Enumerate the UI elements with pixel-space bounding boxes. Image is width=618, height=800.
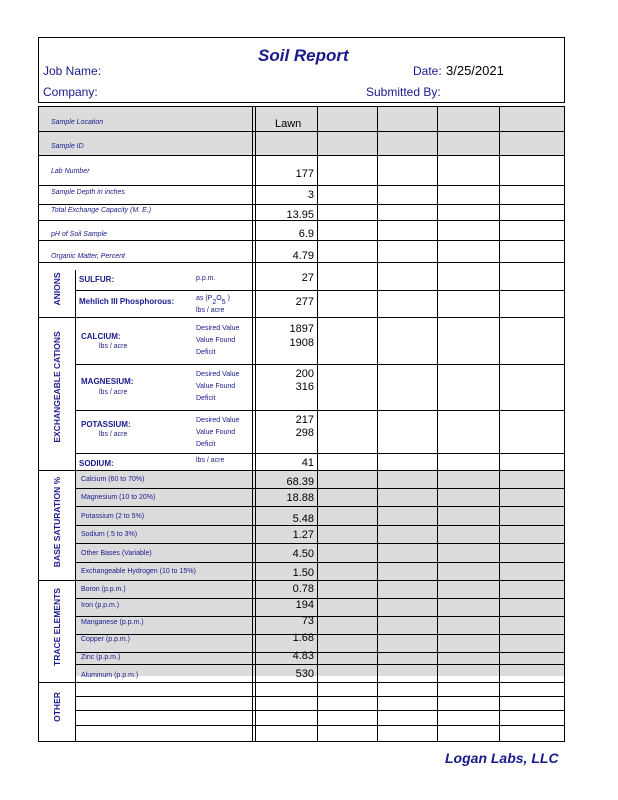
aluminum-label: Aluminum (p.p.m.) <box>81 672 139 679</box>
magnesium-name: MAGNESIUM: <box>81 377 134 386</box>
organic-matter-label: Organic Matter, Percent <box>51 253 125 260</box>
tec-label: Total Exchange Capacity (M. E.) <box>51 207 152 214</box>
anions-group-label: ANIONS <box>52 272 62 306</box>
copper-value: 1.68 <box>292 632 314 644</box>
potassium-desired-label: Desired Value <box>196 417 240 424</box>
bs-sodium-label: Sodium (.5 to 3%) <box>81 531 138 538</box>
potassium-name: POTASSIUM: <box>81 420 131 429</box>
calcium-name: CALCIUM: <box>81 332 121 341</box>
bs-other-label: Other Bases (Variable) <box>81 550 152 557</box>
calcium-desired-label: Desired Value <box>196 325 240 332</box>
zinc-value: 4.83 <box>292 650 314 662</box>
other-group-label: OTHER <box>52 692 62 722</box>
manganese-value: 73 <box>301 615 314 627</box>
boron-label: Boron (p.p.m.) <box>81 586 126 593</box>
tec-value: 13.95 <box>286 209 314 221</box>
calcium-desired: 1897 <box>289 323 314 335</box>
phosphorus-value: 277 <box>295 296 314 308</box>
sample-depth-label: Sample Depth in inches <box>51 189 125 196</box>
phosphorus-unit: as (P2O5 ) <box>196 295 230 306</box>
submitted-by-label: Submitted By: <box>366 85 441 99</box>
aluminum-value: 530 <box>295 668 314 680</box>
magnesium-found-label: Value Found <box>196 383 236 390</box>
bs-potassium-value: 5.48 <box>292 513 314 525</box>
job-name-label: Job Name: <box>43 64 102 78</box>
date-value: 3/25/2021 <box>446 63 504 78</box>
soil-report-table <box>38 106 565 742</box>
magnesium-unit: lbs / acre <box>99 389 128 396</box>
organic-matter-value: 4.79 <box>292 250 314 262</box>
ph-value: 6.9 <box>298 228 314 240</box>
calcium-found-label: Value Found <box>196 337 236 344</box>
magnesium-desired-label: Desired Value <box>196 371 240 378</box>
report-title: Soil Report <box>258 46 349 65</box>
sodium-name: SODIUM: <box>79 459 114 468</box>
sodium-value: 41 <box>301 457 314 469</box>
row-sample-id-bg <box>39 131 564 155</box>
cations-group-label: EXCHANGEABLE CATIONS <box>52 331 62 443</box>
company-label: Company: <box>43 85 98 99</box>
lab-number-value: 177 <box>295 168 314 180</box>
bs-hydrogen-label: Exchangeable Hydrogen (10 to 15%) <box>81 568 196 575</box>
sulfur-unit: p.p.m. <box>196 275 216 282</box>
bs-potassium-label: Potassium (2 to 5%) <box>81 513 145 520</box>
zinc-label: Zinc (p.p.m.) <box>81 654 121 661</box>
magnesium-found: 316 <box>295 381 314 393</box>
potassium-desired: 217 <box>295 414 314 426</box>
iron-label: Iron (p.p.m.) <box>81 602 120 609</box>
trace-group-label: TRACE ELEMENTS <box>52 588 62 666</box>
ph-label: pH of Soil Sample <box>51 231 108 238</box>
phosphorus-unit-line2: lbs / acre <box>196 307 225 314</box>
lab-number-label: Lab Number <box>51 168 90 175</box>
bs-hydrogen-value: 1.50 <box>292 567 314 579</box>
magnesium-desired: 200 <box>295 368 314 380</box>
copper-label: Copper (p.p.m.) <box>81 636 131 643</box>
bs-magnesium-value: 18.88 <box>286 492 314 504</box>
bs-calcium-label: Calcium (60 to 70%) <box>81 476 145 483</box>
sample-id-label: Sample ID <box>51 143 84 150</box>
bs-sodium-value: 1.27 <box>292 529 314 541</box>
potassium-unit: lbs / acre <box>99 431 128 438</box>
bs-other-value: 4.50 <box>292 548 314 560</box>
sulfur-name: SULFUR: <box>79 275 115 284</box>
bs-calcium-value: 68.39 <box>286 476 314 488</box>
sulfur-value: 27 <box>301 272 314 284</box>
magnesium-deficit-label: Deficit <box>196 395 216 402</box>
potassium-deficit-label: Deficit <box>196 441 216 448</box>
row-sample-location-bg <box>39 107 564 131</box>
sample-depth-value: 3 <box>307 189 314 201</box>
phosphorus-name: Mehlich III Phosphorous: <box>79 297 175 306</box>
iron-value: 194 <box>295 599 314 611</box>
potassium-found-label: Value Found <box>196 429 236 436</box>
calcium-unit: lbs / acre <box>99 343 128 350</box>
calcium-found: 1908 <box>289 337 314 349</box>
potassium-found: 298 <box>295 427 314 439</box>
company-footer: Logan Labs, LLC <box>445 750 559 766</box>
boron-value: 0.78 <box>292 583 314 595</box>
sample-location-label: Sample Location <box>51 119 104 126</box>
date-label: Date: <box>413 64 442 78</box>
sodium-unit: lbs / acre <box>196 457 225 464</box>
base-saturation-group-label: BASE SATURATION % <box>52 476 62 568</box>
bs-magnesium-label: Magnesium (10 to 20%) <box>81 494 156 501</box>
calcium-deficit-label: Deficit <box>196 349 216 356</box>
sample-location-value: Lawn <box>275 118 302 130</box>
manganese-label: Manganese (p.p.m.) <box>81 619 144 626</box>
